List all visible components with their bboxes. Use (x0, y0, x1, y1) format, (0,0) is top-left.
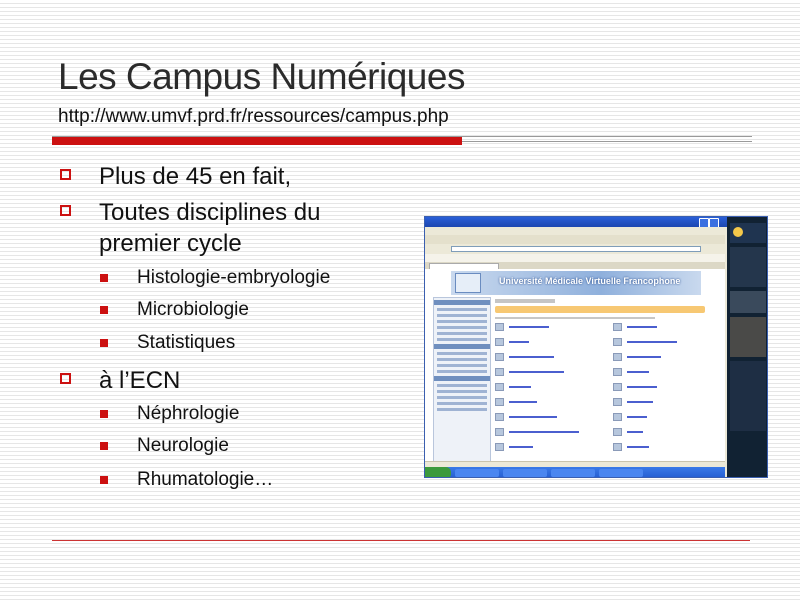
taskbar-item (599, 469, 643, 477)
slide-url[interactable]: http://www.umvf.prd.fr/ressources/campus.php (58, 106, 449, 127)
web-page (425, 269, 725, 469)
title-divider-grey-right (462, 141, 752, 142)
address-bar (425, 244, 725, 254)
square-bullet-icon (100, 306, 108, 314)
taskbar-item (455, 469, 499, 477)
sub-bullet-text: Rhumatologie… (137, 469, 274, 490)
sub-bullet-text: Statistiques (137, 332, 236, 353)
sub-bullet-text: Néphrologie (137, 403, 240, 424)
window-titlebar (425, 217, 767, 227)
square-bullet-icon (100, 274, 108, 282)
square-bullet-icon (60, 205, 71, 216)
square-bullet-icon (60, 373, 71, 384)
weather-gadget (730, 223, 766, 243)
bullet-text: premier cycle (99, 230, 242, 257)
umvf-logo (455, 273, 481, 293)
campus-list (495, 297, 715, 467)
desktop-sidebar (727, 217, 768, 478)
square-bullet-icon (100, 476, 108, 484)
bullet-text: à l’ECN (99, 367, 181, 394)
start-button (425, 467, 451, 478)
bullet-text: Toutes disciplines du (99, 199, 321, 226)
bullet-text: Plus de 45 en fait, (99, 163, 292, 190)
taskbar-item (551, 469, 595, 477)
embedded-browser-screenshot (424, 216, 768, 478)
sun-icon (733, 227, 743, 237)
site-banner (451, 271, 701, 295)
sub-bullet-text: Microbiologie (137, 299, 249, 320)
title-divider-red (52, 137, 462, 145)
site-banner-title: Université Médicale Virtuelle Francophone (499, 276, 681, 286)
address-field (451, 246, 701, 252)
browser-tabs (425, 262, 725, 269)
square-bullet-icon (100, 442, 108, 450)
square-bullet-icon (100, 410, 108, 418)
site-left-nav (433, 297, 491, 467)
windows-taskbar (425, 467, 725, 478)
square-bullet-icon (100, 339, 108, 347)
sub-bullet-text: Histologie-embryologie (137, 267, 331, 288)
bottom-divider (52, 540, 750, 541)
square-bullet-icon (60, 169, 71, 180)
taskbar-item (503, 469, 547, 477)
sub-bullet-text: Neurologie (137, 435, 229, 456)
slide-title: Les Campus Numériques (58, 56, 465, 97)
menu-bar (425, 227, 725, 235)
